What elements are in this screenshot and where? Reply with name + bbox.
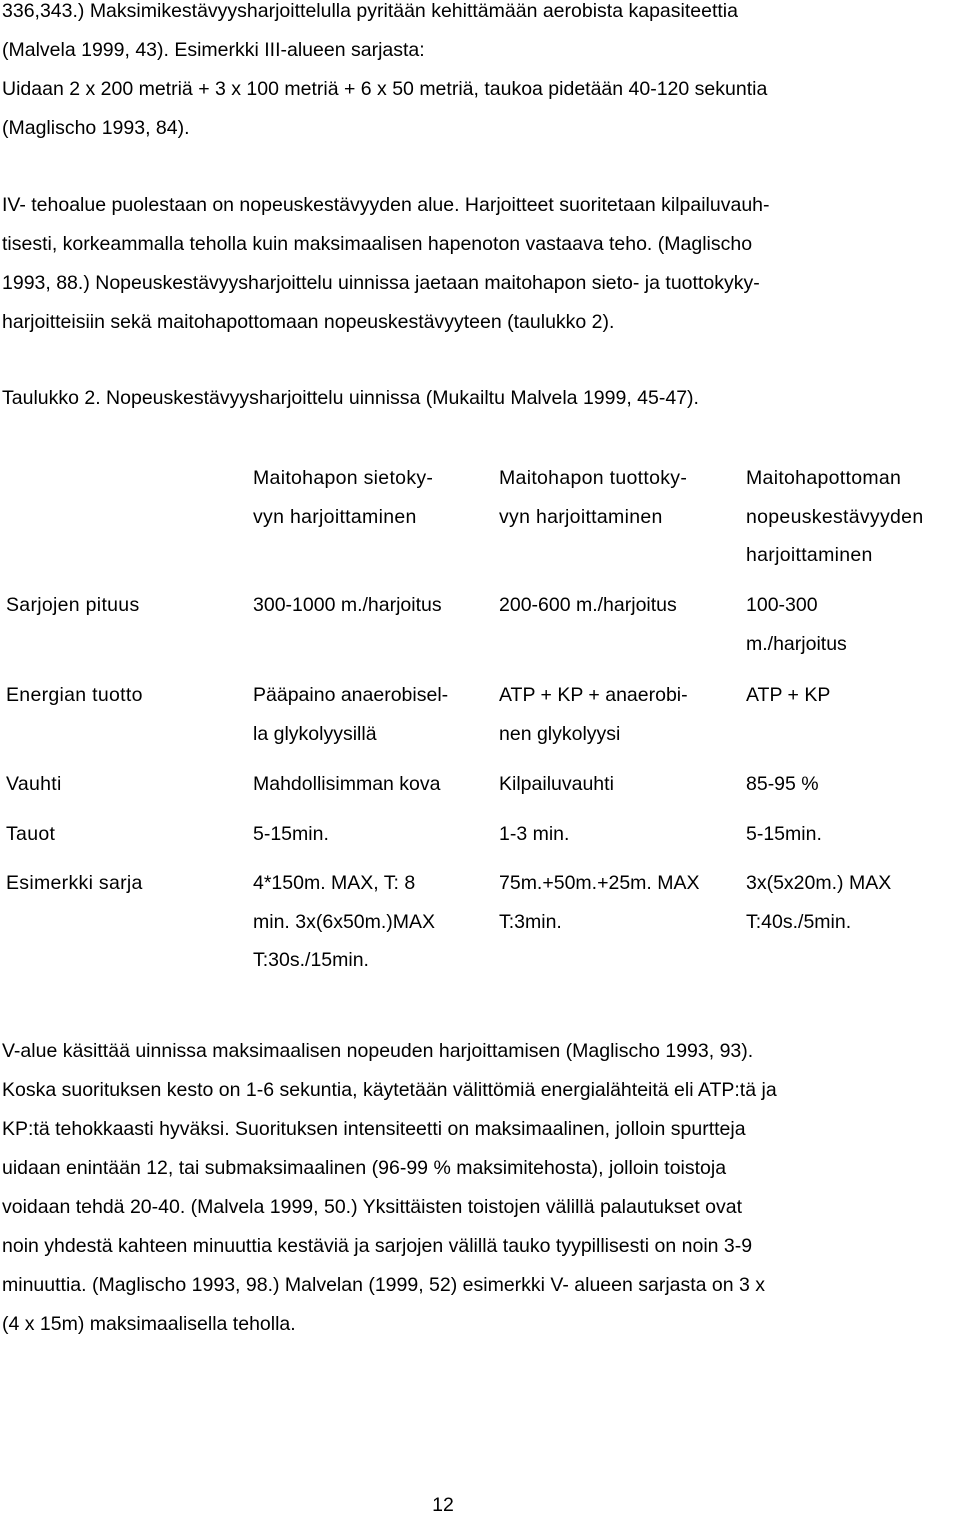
header-line: nopeuskestävyyden <box>746 505 924 528</box>
row-label <box>6 870 253 990</box>
text-line: (4 x 15m) maksimaalisella teholla. <box>2 1313 296 1335</box>
cell-text: 300-1000 m./harjoitus <box>253 594 442 616</box>
text-line: Uidaan 2 x 200 metriä + 3 x 100 metriä + 6 x 50 metriä, taukoa pidetään 40-120 sekuntia <box>2 78 768 100</box>
cell-text: m./harjoitus <box>746 632 847 655</box>
cell-text: 3x(5x20m.) MAX <box>746 872 892 894</box>
row-label-text: Sarjojen pituus <box>6 594 140 616</box>
table-cell <box>499 870 746 990</box>
text-line: (Maglischo 1993, 84). <box>2 117 190 139</box>
cell-text: 5-15min. <box>253 822 329 845</box>
row-label <box>6 821 253 871</box>
cell-text: 1-3 min. <box>499 822 570 845</box>
text-line: noin yhdestä kahteen minuuttia kestäviä ja sarjojen välillä tauko tyypillisesti on noin 3-9 <box>2 1235 753 1257</box>
table-row <box>6 870 960 990</box>
cell-text: ATP + KP <box>746 684 831 706</box>
table-row <box>6 771 960 821</box>
cell-text: 85-95 % <box>746 773 819 795</box>
speed-endurance-table <box>6 465 960 990</box>
table-cell <box>253 821 499 871</box>
cell-text: Mahdollisimman kova <box>253 773 441 795</box>
text-line: KP:tä tehokkaasti hyväksi. Suorituksen intensiteetti on maksimaalinen, jolloin spurtteja <box>2 1118 746 1140</box>
cell-text: 5-15min. <box>746 822 822 845</box>
table-caption: Taulukko 2. Nopeuskestävyysharjoittelu uinnissa (Mukailtu Malvela 1999, 45-47). <box>2 387 699 409</box>
table-cell <box>746 682 960 771</box>
cell-text: min. 3x(6x50m.)MAX <box>253 910 436 933</box>
table-cell <box>499 771 746 821</box>
table-cell <box>253 592 499 682</box>
table-cell <box>746 771 960 821</box>
table-cell <box>499 592 746 682</box>
cell-text: nen glykolyysi <box>499 722 621 745</box>
cell-text: la glykolyysillä <box>253 722 377 745</box>
cell-text: 100-300 <box>746 594 818 616</box>
text-line: 336,343.) Maksimikestävyysharjoittelulla pyritään kehittämään aerobista kapasiteettia <box>2 0 738 22</box>
cell-text: T:30s./15min. <box>253 949 369 971</box>
text-line: IV- tehoalue puolestaan on nopeuskestävyyden alue. Harjoitteet suoritetaan kilpailuvauh- <box>2 194 770 216</box>
row-label-text: Tauot <box>6 822 56 845</box>
cell-text: 200-600 m./harjoitus <box>499 594 677 616</box>
cell-text: Kilpailuvauhti <box>499 773 614 795</box>
header-line: vyn harjoittaminen <box>253 505 417 528</box>
text-line: uidaan enintään 12, tai submaksimaalinen (96-99 % maksimitehosta), jolloin toistoja <box>2 1157 727 1179</box>
text-line: minuuttia. (Maglischo 1993, 98.) Malvelan (1999, 52) esimerkki V- alueen sarjasta on 3 x <box>2 1274 766 1296</box>
paragraph-iv-zone <box>2 192 952 348</box>
table-cell <box>746 592 960 682</box>
header-cell-lactate-production <box>499 465 746 592</box>
row-label <box>6 682 253 771</box>
table-row <box>6 821 960 871</box>
table-cell <box>253 771 499 821</box>
header-cell-empty <box>6 465 253 592</box>
text-line: voidaan tehdä 20-40. (Malvela 1999, 50.) Yksittäisten toistojen välillä palautukset ovat <box>2 1196 743 1218</box>
table-row <box>6 682 960 771</box>
cell-text: Pääpaino anaerobisel- <box>253 684 449 706</box>
cell-text: ATP + KP + anaerobi- <box>499 684 688 706</box>
header-line: Maitohapottoman <box>746 467 902 489</box>
cell-text: T:3min. <box>499 910 562 933</box>
header-line: Maitohapon sietoky- <box>253 467 434 489</box>
header-line: harjoittaminen <box>746 544 873 566</box>
header-cell-alactic-speed-endurance <box>746 465 960 592</box>
cell-text: T:40s./5min. <box>746 910 852 933</box>
row-label-text: Vauhti <box>6 773 62 795</box>
header-line: Maitohapon tuottoky- <box>499 467 688 489</box>
header-cell-lactate-tolerance <box>253 465 499 592</box>
text-line: harjoitteisiin sekä maitohapottomaan nopeuskestävyyteen (taulukko 2). <box>2 311 615 333</box>
row-label <box>6 592 253 682</box>
table-cell <box>499 821 746 871</box>
table-cell <box>746 821 960 871</box>
text-line: V-alue käsittää uinnissa maksimaalisen nopeuden harjoittamisen (Maglischo 1993, 93). <box>2 1040 754 1062</box>
row-label-text: Esimerkki sarja <box>6 872 143 894</box>
paragraph-v-zone <box>2 1038 952 1350</box>
table-cell <box>499 682 746 771</box>
header-line: vyn harjoittaminen <box>499 505 663 528</box>
text-line: Koska suorituksen kesto on 1-6 sekuntia, käytetään välittömiä energialähteitä eli ATP:tä ja <box>2 1079 777 1101</box>
table-cell <box>253 870 499 990</box>
cell-text: 4*150m. MAX, T: 8 <box>253 872 416 894</box>
text-line: (Malvela 1999, 43). Esimerkki III-alueen sarjasta: <box>2 39 425 61</box>
table-cell <box>746 870 960 990</box>
table-row <box>6 592 960 682</box>
page-number: 12 <box>432 1494 454 1516</box>
row-label <box>6 771 253 821</box>
table-cell <box>253 682 499 771</box>
text-line: 1993, 88.) Nopeuskestävyysharjoittelu uinnissa jaetaan maitohapon sieto- ja tuottokyky- <box>2 272 760 294</box>
row-label-text: Energian tuotto <box>6 684 143 706</box>
cell-text: 75m.+50m.+25m. MAX <box>499 872 700 894</box>
paragraph-intro <box>2 0 952 154</box>
text-line: tisesti, korkeammalla teholla kuin maksimaalisen hapenoton vastaava teho. (Maglischo <box>2 233 753 255</box>
table-header-row <box>6 465 960 592</box>
